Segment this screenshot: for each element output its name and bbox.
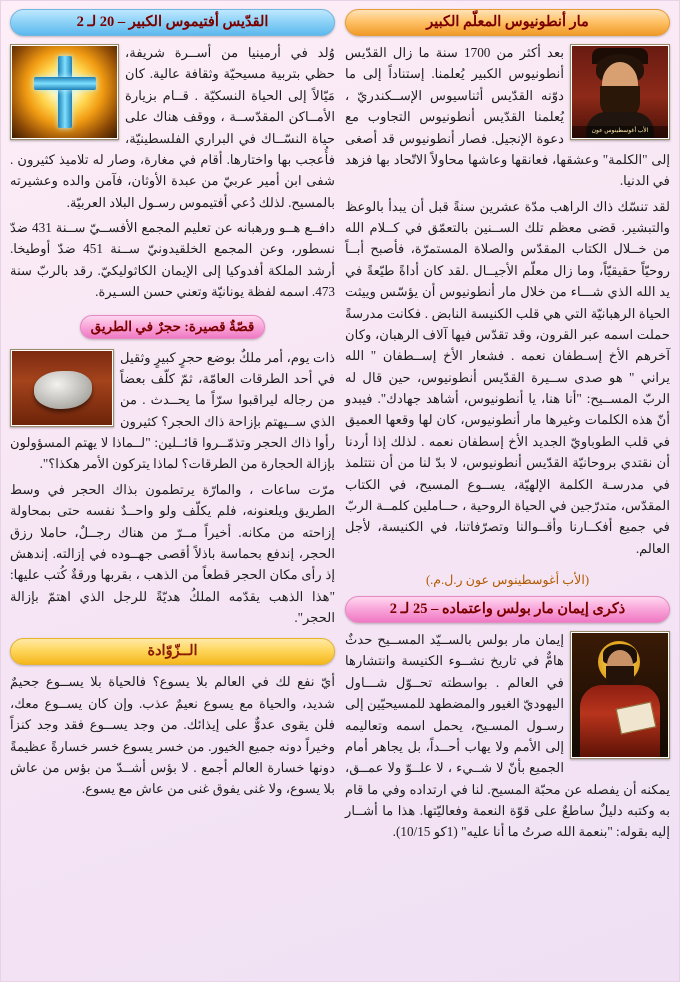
article-signature: (الأب أغوسطينوس عون ر.ل.م.)	[425, 573, 590, 587]
section-title: مار أنطونيوس المعلّم الكبير	[426, 14, 589, 30]
paragraph: أيّ نفع لك في العالم بلا يسوع؟ فالحياة بلا يســوع جحيمٌ شديد، والحياة مع يسوع نعيمٌ عذب. وإن كان يســوع معك، فلن يقوى عدوٌّ على إيذائك. من وجد يســوع فقد وجد كنزاً وخيراً دونه جميع الخيور. من خسر يسوع خسر خسارةً عظيمةً دونها خسارة العالم أجمع . لا بؤس أشــدّ من بؤس من عاش بلا يسوع، ولا غنى يفوق غنى من عاش مع يسوع.	[10, 674, 335, 797]
section-header-eftimos	[10, 9, 335, 36]
stone-on-road-photo	[12, 351, 112, 425]
paul-article	[345, 629, 670, 847]
section-title: ذكرى إيمان مار بولس واعتماده – 25 لـ 2	[389, 601, 626, 617]
section-title: قصّةٌ قصيرة: حجرٌ في الطريق	[90, 318, 255, 334]
section-header-antonios	[345, 9, 670, 36]
paragraph: مرّت ساعات ، والمارّة يرتطمون بذاك الحجر في وسط الطريق ويلعنونه، فلم يكلّف ولو واحــدٌ نفسه حتى بمحاولة إزاحته من مكانه. أخيراً مــرّ من هناك رجــلٌ، حاملا رزق الحجر، إندفع بحماسة باذلاً أقصى جهــوده في إزالته. إندهش إذ رأى مكان الحجر قطعاً من الذهب ، بقربها ورقةٌ كُتب عليها: "هذا الذهب يقدّمه الملكُ هديّةً للرجل الذي اهتمّ بإزالة الحجر".	[10, 481, 335, 625]
paragraph: لقد تنسّك ذاك الراهب مدّة عشرين سنةً قبل أن يبدأ بالوعظ والتبشير. قضى معظم تلك الســنين بالتعمّق في كــلام الله من خــلال الكتاب المقدّس والصلاة المستمرّة، فأصبح أبــاً روحيّاً حقيقيّاً، وما زال معلّم الأجيــال .لقد كان أداةً طيّعةً في يد الله الذي شـــاء من خلال مار أنطونيوس أن يؤسّس وييثت الحياة الرهبانيّة التي هي قلب الكنيسة النابض . فكانت مدرسةً حملت اسمه عبر القرون، وقد تقدّس فيها آلاف الرهبان، وكان آخرهم الأخ إسـطفان نعمه . فشعار الأخ إســطفان " الله يراني " هو صدى ســيرة القدّيس أنطونيوس، حين قال له الربّ المســيح: "أنا هنا، يا أنطونيوس، أشاهد جهادك". فيبدو أنّ هذه الكلمات وغيرها مار أنطونيوس، كان لها وقعها العميق في قلب الطوباويّ الجديد الأخ إسطفان نعمه . لذلك إذا أردنا أن نقتدي بروحانيّة القدّيس أنطونيوس، لا بدّ لنا من أن نتتلمذ في مدرسـة الكلمة الإلهيّة، يســوع المسيح، في الكتاب المقدّس، متدرّجين في الحياة الروحية ، حــاملين كلمــة الربّ في جميع أفكــارنا وأقــوالنا وتصرّفاتنا، في الكنيسة، لأجل العالم.	[345, 198, 670, 556]
paragraph: بعد أكثر من 1700 سنة ما زال القدّيس أنطونيوس الكبير يُعلمنا. إستناداً إلى ما دوّنه القدّيس أثناسيوس الإســكندريّ ، يُعلمنا القدّيس أنطونيوس التجاوب مع دعوة الإنجيل. فصار أنطونيوس قد أصغى إلى "الكلمة" وعشقها، فعانقها وعاشها محاولاً الاتّحاد بها فزهد في الدنيا.	[345, 45, 670, 189]
section-title: القدّيس أفتيموس الكبير – 20 لـ 2	[76, 14, 269, 30]
right-column	[345, 9, 670, 973]
image-caption: الأب أغوسطينوس عون	[572, 126, 668, 138]
left-column	[10, 9, 335, 973]
paragraph: ذات يوم، أمر ملكٌ بوضع حجرٍ كبيرٍ وثقيل في أحد الطرقات العامّة، ثمّ كلّف بعضاً من رجاله ليراقبوا سرّاً ما يحــدث . من الذي ســيهتم بإزاحة ذاك الحجر؟ كثيرون رأوا ذاك الحجر وتذمّــروا قائــلين: "لــماذا لا يهتم المسؤولون بإزالة الحجارة من الطرقات؟ لماذا يتركون الأمر هكذا؟".	[10, 349, 335, 472]
antonios-article	[345, 42, 670, 563]
paragraph: وُلد في أرمينيا من أســرة شريفة، حظي بتربية مسيحيّة وثقافة عالية. كان مَيّالاً إلى الحياة النسكيّة . قــام بزيارة الأمــاكن المقدّســة ، ووقف هناك على حياة النسّــاك في البراري الفلسطينيّة، فأُعجب بها واختارها. أقام في مغارة، وصار له تلاميذ كثيرون . شفى ابن أمير عربيّ من عبدة الأوثان، فآمن والده وعشيرته بالمسيح. لذلك دُعي أفتيموس رسـول البلاد العربيّة.	[10, 45, 335, 210]
saint-antonios-portrait-frame	[570, 44, 670, 140]
section-header-paul	[345, 596, 670, 623]
saint-paul-icon	[572, 633, 668, 757]
saint-antonios-portrait	[572, 46, 668, 138]
paragraph: دافــع هــو ورهبانه عن تعليم المجمع الأفســيّ ســنة 431 ضدّ نسطور، وعن المجمع الخلقيدونيّ ســنة 451 ضدّ أوطيخا. أرشد الملكة أفدوكيا إلى الإيمان الكاثوليكيّ. رقد بالربّ سنة 473. اسمه لفظة يونانيّة وتعني حسن السـيرة.	[10, 220, 335, 300]
section-title: الــزّوّادة	[147, 643, 198, 660]
short-story-article	[10, 347, 335, 633]
paragraph: إيمان مار بولس بالســيّد المســيح حدثٌ هامٌّ في تاريخ نشــوء الكنيسة وانتشارها في العالم . بواسطته تحــوّل شـــاول اليهوديّ الغيور والمضطهد للمسيحيّين إلى رسـول المسـيح، يحمل اسمه وتعاليمه إلى الأمم ولا يهاب أحــداً، بل يجاهر أمام الجميع بأنّ لا شــيء ، لا علــوّ ولا عمــق، يمكنه أن يفصله عن محبّة المسيح. لنا في ارتداده وفي ما قام به وكتبه دليلٌ ساطعٌ على قوّة النعمة وفعاليّتها. هذا ما أشــار إليه بقوله: "بنعمة الله صرتُ ما أنا عليه" (1كو 10/15).	[344, 632, 670, 840]
glowing-cross-illustration	[12, 46, 117, 138]
saint-paul-icon-frame	[570, 631, 670, 759]
section-header-short-story	[80, 315, 265, 339]
glowing-cross-illustration-frame	[10, 44, 119, 140]
section-header-zawada	[10, 638, 335, 665]
stone-on-road-photo-frame	[10, 349, 114, 427]
eftimos-article	[10, 42, 335, 307]
zawada-article	[10, 671, 335, 803]
